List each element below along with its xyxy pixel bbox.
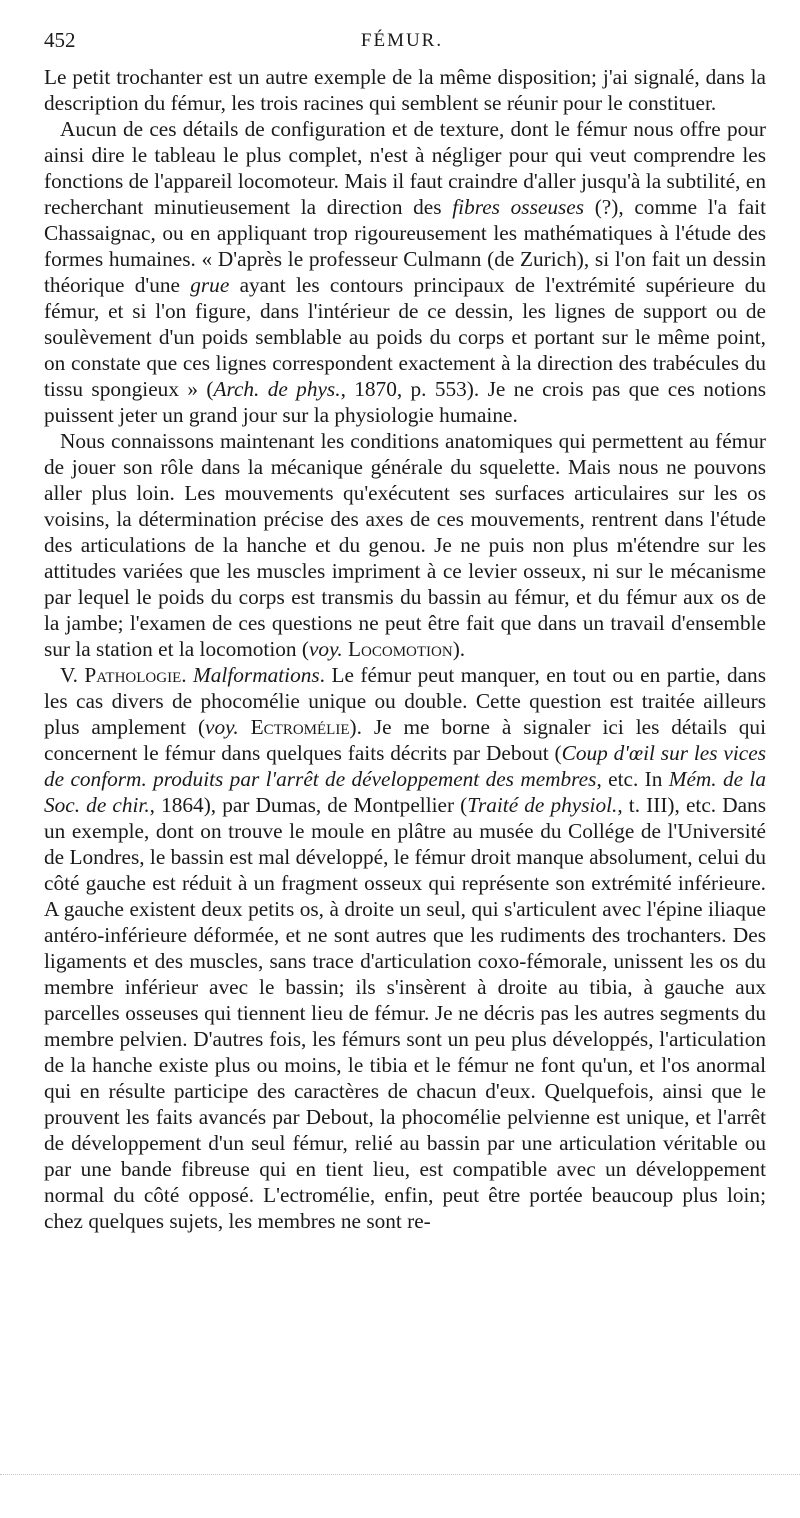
citation-title: Traité de physiol. — [467, 793, 618, 817]
scan-noise — [0, 1474, 800, 1477]
italic-term: voy. — [308, 637, 343, 661]
text-run: . Le fémur peut manquer, en tout ou en partie, dans les cas divers de phocomélie unique ou double. Cette question est traitée ailleurs plus amplement ( — [44, 663, 766, 739]
paragraph-1-text: Le petit trochanter est un autre exemple de la même disposition; j'ai signalé, dans la description du fémur, les trois racines qui semblent se réunir pour le constituer. — [44, 65, 766, 115]
subsection-heading: Malformations — [193, 663, 320, 687]
text-run: ). — [452, 637, 466, 661]
cross-reference: Ectromélie — [250, 715, 350, 739]
body-text — [44, 64, 766, 1234]
running-title: FÉMUR. — [360, 30, 444, 51]
page-number: 452 — [44, 28, 76, 52]
section-number: V. — [60, 663, 85, 687]
page-header — [44, 28, 760, 58]
text-run: (?), comme l'a fait Chassaignac, ou en appliquant trop rigoureusement les mathématiques à l'étude des formes humaines. « D'après le professeur Culmann (de Zurich), si l'on fait un dessin théorique d'une — [44, 195, 766, 297]
citation-title: Mém. de la Soc. de chir. — [44, 767, 766, 817]
text-run: , 1864), par Dumas, de Montpellier ( — [149, 793, 468, 817]
citation-title: Coup d'œil sur les vices de conform. produits par l'arrêt de développement des membres — [44, 741, 766, 791]
text-run: Nous connaissons maintenant les conditions anatomiques qui permettent au fémur de jouer son rôle dans la mécanique générale du squelette. Mais nous ne pouvons aller plus loin. Les mouvements qu'exécutent ses surfaces articulaires sur les os voisins, la détermination précise des axes de ces mouvements, rentrent dans l'étude des articulations de la hanche et du genou. Je ne puis non plus m'étendre sur les attitudes variées que les muscles impriment à ce levier osseux, ni sur le mécanisme par lequel le poids du corps est transmis du bassin au fémur, et du fémur aux os de la jambe; l'examen de ces questions ne peut être fait que dans un travail d'ensemble sur la station et la locomotion ( — [44, 429, 766, 661]
text-run: , t. III), etc. Dans un exemple, dont on trouve le moule en plâtre au musée du Collége de l'Université de Londres, le bassin est mal développé, le fémur droit manque absolument, celui du côté gauche est réduit à un fragment osseux qui représente son extrémité inférieure. A gauche existent deux petits os, à droite un seul, qui s'articulent avec l'épine iliaque antéro-inférieure déformée, et ne sont autres que les rudiments des trochanters. Des ligaments et des muscles, sans trace d'articulation coxo-fémorale, unissent les os du membre inférieur avec le bassin; ils s'insèrent à droite au tibia, à gauche aux parcelles osseuses qui tiennent lieu de fémur. Je ne décris pas les autres segments du membre pelvien. D'autres fois, les fémurs sont un peu plus développés, l'articulation de la hanche existe plus ou moins, le tibia et le fémur ne font qu'un, et l'os anormal qui en résulte participe des caractères de chacun d'eux. Quelquefois, ainsi que le prouvent les faits avancés par Debout, la phocomélie pelvienne est unique, et l'arrêt de développement d'un seul fémur, relié au bassin par une articulation véritable ou par une bande fibreuse qui en tient lieu, est compatible avec un développement normal du côté opposé. L'ectromélie, enfin, peut être portée beaucoup plus loin; chez quelques sujets, les membres ne sont re- — [44, 793, 766, 1233]
text-run: Aucun de ces détails de configuration et de texture, dont le fémur nous offre pour ainsi dire le tableau le plus complet, n'est à négliger pour qui veut comprendre les fonctions de l'appareil locomoteur. Mais il faut craindre d'aller jusqu'à la subtilité, en recherchant minutieusement la direction des — [44, 117, 766, 219]
italic-term: fibres osseuses — [452, 195, 585, 219]
text-run: , 1870, p. 553). Je ne crois pas que ces notions puissent jeter un grand jour sur la physiologie humaine. — [44, 377, 767, 427]
paragraph-2 — [44, 116, 766, 428]
paragraph-3 — [44, 428, 766, 662]
text-run: , etc. In — [596, 767, 669, 791]
citation-title: Arch. de phys. — [213, 377, 341, 401]
text-run: ). Je me borne à signaler ici les détails qui concernent le fémur dans quelques faits décrits par Debout ( — [44, 715, 767, 765]
paragraph-4 — [44, 662, 766, 1234]
section-heading: Pathologie — [84, 663, 182, 687]
paragraph-1 — [44, 64, 766, 116]
text-run: . — [181, 663, 194, 687]
italic-term: voy. — [205, 715, 239, 739]
italic-term: grue — [190, 273, 230, 297]
cross-reference: Locomotion — [348, 637, 453, 661]
text-run: ayant les contours principaux de l'extrémité supérieure du fémur, et si l'on figure, dans l'intérieur de ce dessin, les lignes de support ou de soulèvement d'un poids semblable au poids du corps et portant sur le même point, on constate que ces lignes correspondent exactement à la direction des trabécules du tissu spongieux » ( — [44, 273, 767, 401]
